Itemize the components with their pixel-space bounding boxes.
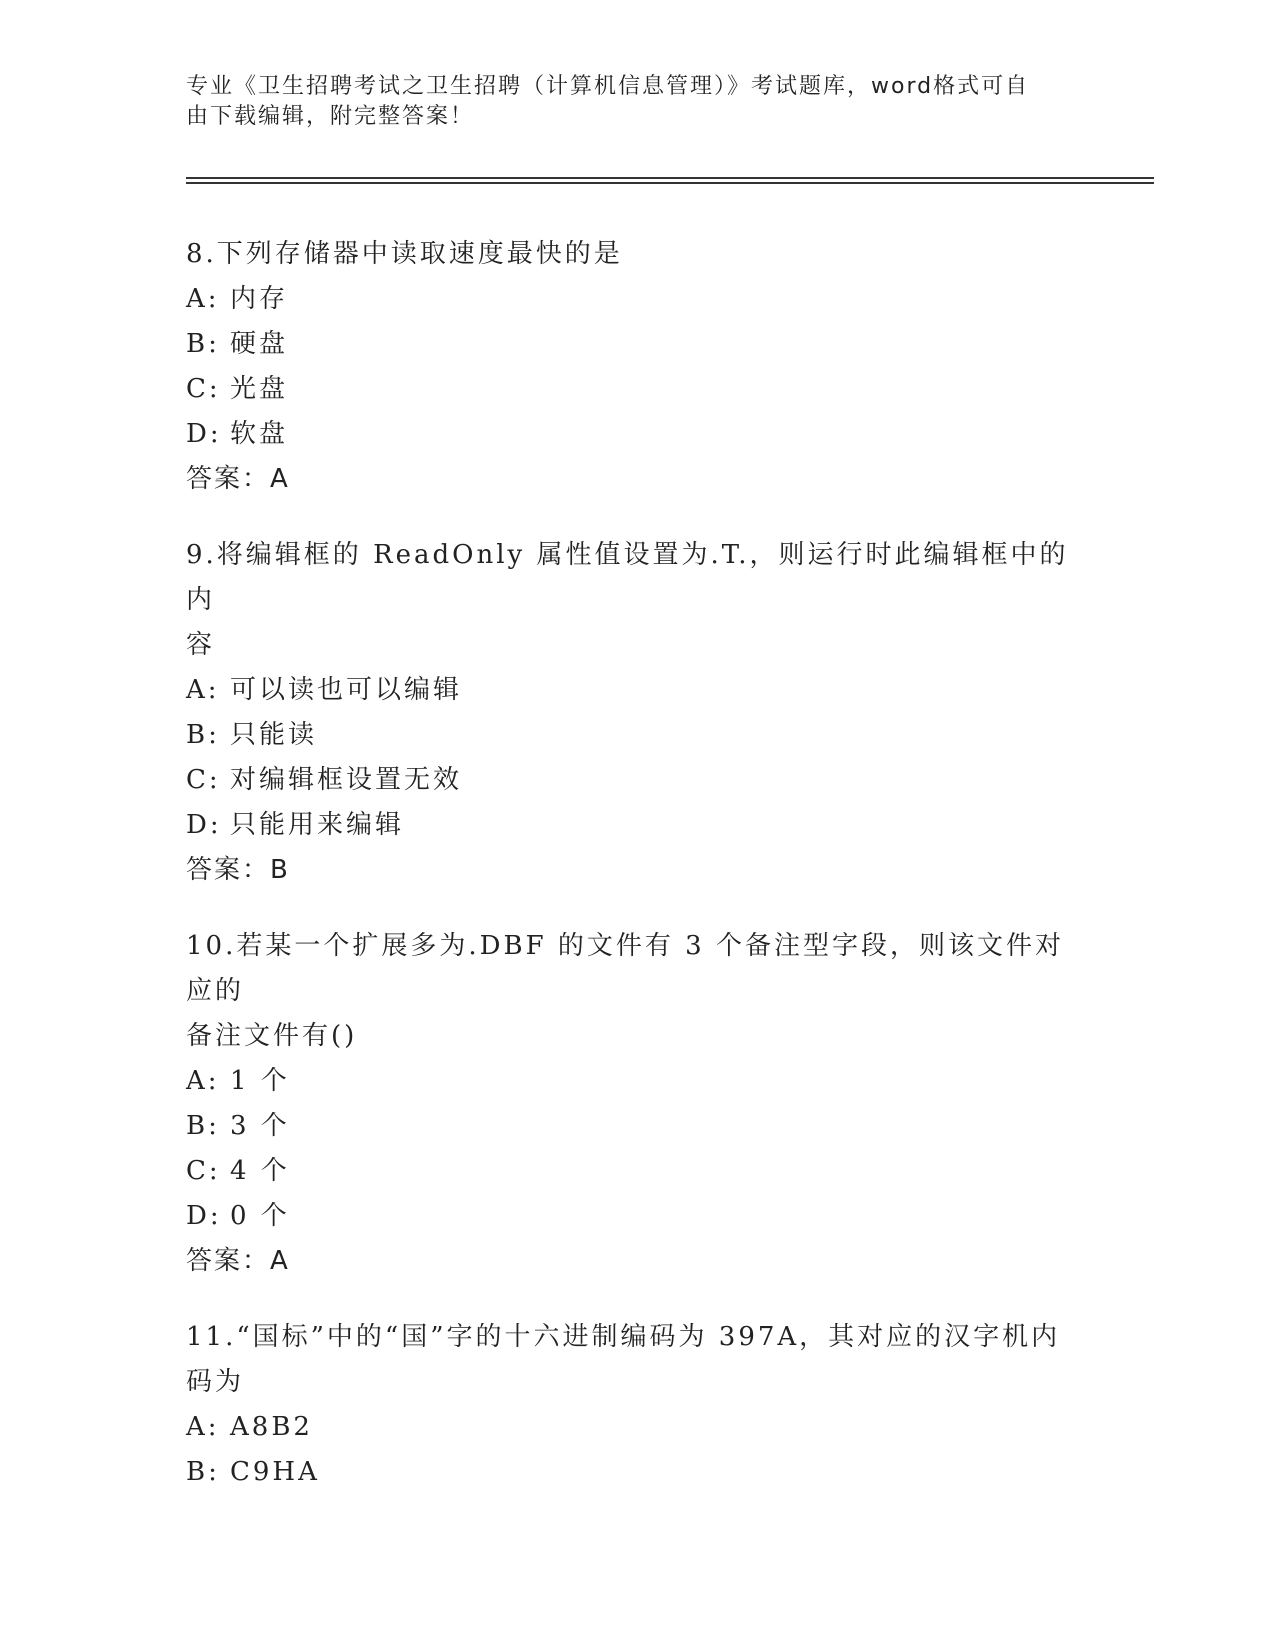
option-label: D: [186,419,222,449]
option-c [186,1149,1086,1194]
document-header [186,72,1066,132]
option-label: A: [186,1412,220,1442]
option-b [186,322,1086,367]
answer-value: A [270,464,290,494]
option-label: A: [186,1066,220,1096]
answer [186,1239,1086,1284]
option-d [186,803,1086,848]
option-text: 硬盘 [230,329,289,359]
header-line-1: 专业《卫生招聘考试之卫生招聘（计算机信息管理）》考试题库，word格式可自 [186,74,1030,99]
option-text: 光盘 [230,374,289,404]
question-9 [186,533,1086,893]
option-text: A8B2 [230,1412,313,1442]
answer-label: 答案： [186,464,271,494]
question-text: 10.若某一个扩展多为.DBF 的文件有 3 个备注型字段，则该文件对应的 [186,931,1064,1006]
answer-label: 答案： [186,855,271,885]
option-d [186,412,1086,457]
option-label: A: [186,675,220,705]
question-list [186,232,1086,1526]
question-text-continued: 容 [186,630,216,660]
option-text: 0 个 [230,1201,290,1231]
option-text: 只能读 [230,720,318,750]
option-label: D: [186,1201,222,1231]
option-d [186,1194,1086,1239]
option-text: 3 个 [230,1111,290,1141]
answer-label: 答案： [186,1246,271,1276]
option-a [186,1405,1086,1450]
option-label: D: [186,810,222,840]
option-label: B: [186,1457,220,1487]
option-text: 4 个 [230,1156,290,1186]
option-text: 内存 [230,284,289,314]
option-b [186,713,1086,758]
option-text: 1 个 [230,1066,290,1096]
answer-value: A [270,1246,290,1276]
answer-value: B [270,855,290,885]
option-text: 只能用来编辑 [230,810,405,840]
option-label: B: [186,329,220,359]
option-label: B: [186,720,220,750]
option-text: 可以读也可以编辑 [230,675,463,705]
option-a [186,1059,1086,1104]
option-b [186,1104,1086,1149]
option-c [186,758,1086,803]
option-text: 软盘 [230,419,289,449]
option-text: 对编辑框设置无效 [230,765,463,795]
answer [186,457,1086,502]
question-text-continued: 码为 [186,1367,245,1397]
question-text: 9.将编辑框的 ReadOnly 属性值设置为.T.，则运行时此编辑框中的内 [186,540,1069,615]
question-text-continued: 备注文件有() [186,1021,358,1051]
option-a [186,277,1086,322]
option-label: C: [186,374,221,404]
option-label: A: [186,284,220,314]
header-line-2: 由下载编辑，附完整答案！ [186,104,475,129]
question-8 [186,232,1086,502]
option-text: C9HA [230,1457,320,1487]
option-label: B: [186,1111,220,1141]
question-text: 8.下列存储器中读取速度最快的是 [186,239,623,269]
question-11 [186,1315,1086,1495]
answer [186,848,1086,893]
option-c [186,367,1086,412]
header-divider-bottom [186,182,1154,184]
option-b [186,1450,1086,1495]
question-text: 11.“国标”中的“国”字的十六进制编码为 397A，其对应的汉字机内 [186,1322,1061,1352]
option-label: C: [186,1156,221,1186]
option-a [186,668,1086,713]
option-label: C: [186,765,221,795]
header-divider-top [186,177,1154,179]
question-10 [186,924,1086,1284]
